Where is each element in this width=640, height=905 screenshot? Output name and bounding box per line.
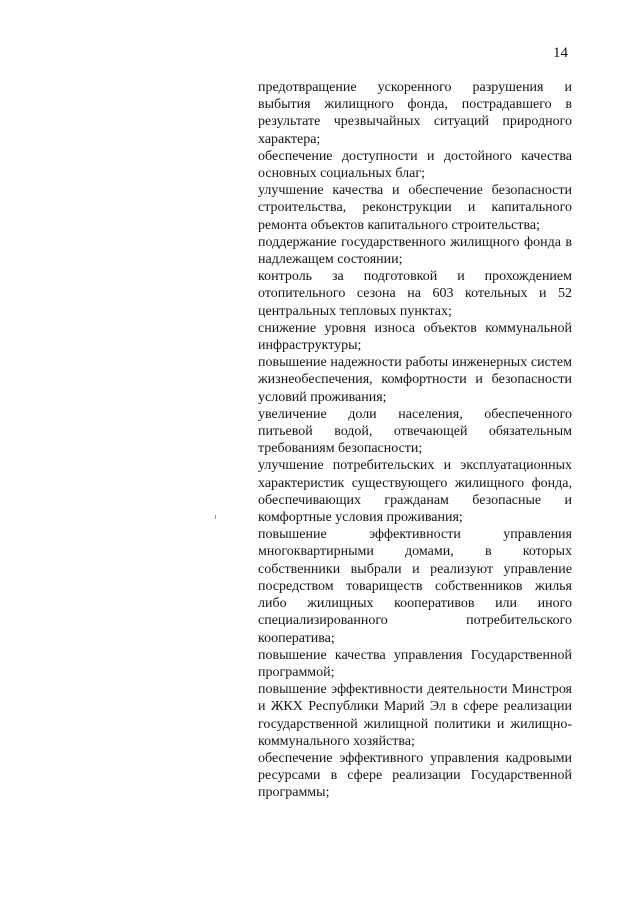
page-number: 14 [553,45,568,61]
list-item: снижение уровня износа объектов коммунальной инфраструктуры; [258,320,572,354]
list-item: контроль за подготовкой и прохождением отопительного сезона на 603 котельных и 52 центральных тепловых пунктах; [258,269,572,319]
list-item: повышение эффективности управления многоквартирными домами, в которых собственники выбрали и реализуют управление посредством товариществ собственников жилья либо жилищных кооперативов или иного специализированного потребительского кооператива; [258,527,572,646]
scan-artifact [215,515,216,519]
list-item: поддержание государственного жилищного фонда в надлежащем состоянии; [258,234,572,268]
list-item: улучшение потребительских и эксплуатационных характеристик существующего жилищного фонда, обеспечивающих гражданам безопасные и комфортные условия проживания; [258,458,572,526]
list-item: предотвращение ускоренного разрушения и выбытия жилищного фонда, пострадавшего в результате чрезвычайных ситуаций природного характера; [258,80,572,147]
list-item: увеличение доли населения, обеспеченного питьевой водой, отвечающей обязательным требованиям безопасности; [258,406,572,457]
list-item: повышение качества управления Государственной программой; [258,647,572,680]
list-item: обеспечение эффективного управления кадровыми ресурсами в сфере реализации Государственной программы; [258,750,572,801]
list-item: улучшение качества и обеспечение безопасности строительства, реконструкции и капитального ремонта объектов капитального строительства; [258,183,572,233]
list-item: повышение надежности работы инженерных систем жизнеобеспечения, комфортности и безопасности условий проживания; [258,355,572,405]
document-body [258,79,572,802]
list-item: обеспечение доступности и достойного качества основных социальных благ; [258,148,572,182]
list-item: повышение эффективности деятельности Минстроя и ЖКХ Республики Марий Эл в сфере реализации государственной жилищной политики и жилищно-коммунального хозяйства; [258,682,572,749]
